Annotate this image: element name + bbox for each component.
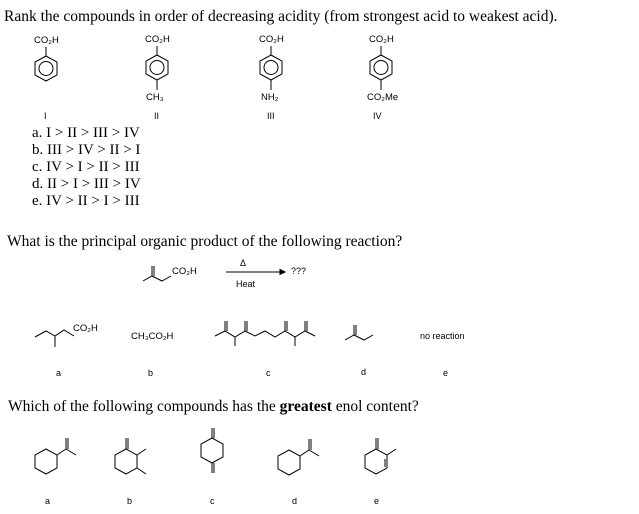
compound-1-numeral: I bbox=[44, 111, 47, 121]
question-3-prompt-emphasis: greatest bbox=[279, 398, 332, 415]
answer-c-structure bbox=[215, 321, 315, 346]
enol-option-b-letter[interactable]: b bbox=[127, 496, 133, 506]
compound-4-carboxyl-label: CO₂H bbox=[369, 34, 394, 45]
compound-3-para-group: NH₂ bbox=[261, 92, 279, 103]
enol-compound-a-structure bbox=[35, 438, 76, 474]
answer-a-structure bbox=[35, 330, 74, 347]
q1-option-c[interactable]: c. IV > I > II > III bbox=[32, 159, 140, 175]
question-3-prompt bbox=[8, 398, 419, 416]
p-aminobenzoic-acid-structure bbox=[260, 46, 282, 90]
product-placeholder: ??? bbox=[291, 266, 307, 276]
benzoic-acid-structure bbox=[35, 47, 57, 81]
enol-option-d-letter[interactable]: d bbox=[292, 496, 298, 506]
p-methoxycarbonylbenzoic-acid-structure bbox=[370, 46, 392, 90]
reactant-carboxyl-label: CO₂H bbox=[172, 266, 197, 277]
enol-compound-e-structure bbox=[365, 438, 396, 474]
compound-2-numeral: II bbox=[154, 111, 160, 121]
compound-3-numeral: III bbox=[267, 111, 275, 121]
p-toluic-acid-structure bbox=[146, 46, 168, 90]
answer-c-letter[interactable]: c bbox=[266, 368, 271, 378]
answer-b-letter[interactable]: b bbox=[148, 368, 154, 378]
arrow-top-label: Δ bbox=[240, 258, 247, 268]
question-3-prompt-start: Which of the following compounds has the bbox=[8, 398, 280, 415]
compound-2-para-group: CH₃ bbox=[146, 92, 164, 103]
reactant-structure bbox=[143, 266, 171, 281]
compound-3-carboxyl-label: CO₂H bbox=[259, 34, 284, 45]
answer-a-carboxyl-label: CO₂H bbox=[73, 323, 98, 334]
answer-e-letter[interactable]: e bbox=[443, 368, 449, 378]
answer-d-letter[interactable]: d bbox=[361, 367, 367, 377]
answer-a-letter[interactable]: a bbox=[56, 368, 62, 378]
question-1-prompt: Rank the compounds in order of decreasing acidity (from strongest acid to weakest acid). bbox=[4, 8, 558, 25]
compound-1-carboxyl-label: CO₂H bbox=[34, 35, 59, 46]
q1-options bbox=[32, 125, 141, 210]
q1-option-a[interactable]: a. I > II > III > IV bbox=[32, 125, 140, 141]
enol-compound-c-structure bbox=[201, 428, 223, 473]
arrow-bottom-label: Heat bbox=[236, 279, 256, 289]
reaction-arrow bbox=[226, 270, 285, 275]
question-3-prompt-end: enol content? bbox=[331, 398, 419, 415]
q1-option-d[interactable]: d. II > I > III > IV bbox=[32, 176, 141, 192]
question-2-prompt: What is the principal organic product of the following reaction? bbox=[7, 233, 403, 250]
enol-option-e-letter[interactable]: e bbox=[374, 496, 380, 506]
enol-compound-d-structure bbox=[278, 439, 319, 475]
enol-option-a-letter[interactable]: a bbox=[45, 496, 51, 506]
compound-4-numeral: IV bbox=[373, 111, 382, 121]
answer-b-text: CH₃CO₂H bbox=[131, 331, 174, 342]
q1-option-e[interactable]: e. IV > II > I > III bbox=[32, 193, 140, 209]
answer-d-structure bbox=[345, 325, 373, 340]
enol-compound-b-structure bbox=[115, 438, 146, 474]
enol-option-c-letter[interactable]: c bbox=[210, 496, 215, 506]
answer-e-text: no reaction bbox=[420, 331, 465, 341]
q1-option-b[interactable]: b. III > IV > II > I bbox=[32, 142, 141, 158]
compound-2-carboxyl-label: CO₂H bbox=[145, 34, 170, 45]
compound-4-para-group: CO₂Me bbox=[367, 92, 399, 103]
